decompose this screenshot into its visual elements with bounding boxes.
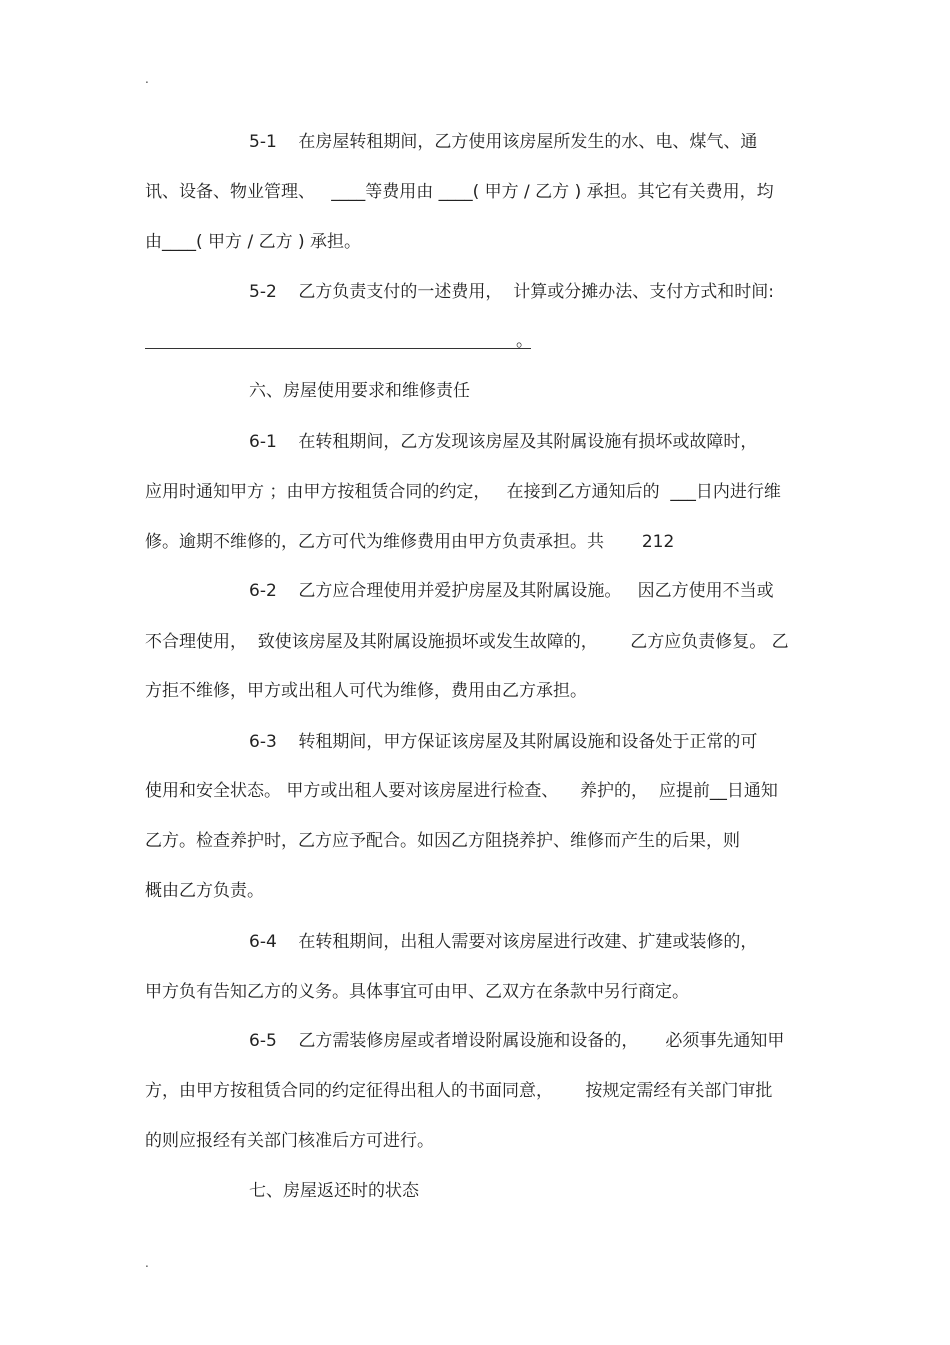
clause-5-1-line-2: 讯、设备、物业管理、 ____等费用由 ____( 甲方 / 乙方 ) 承担。其它有关费用，均 [145,182,774,202]
clause-6-4-line-1: 6-4 在转租期间，出租人需要对该房屋进行改建、扩建或装修的， [249,932,758,952]
clause-6-5-line-3: 的则应报经有关部门核准后方可进行。 [145,1131,434,1151]
blank-line-end-mark: 。 [516,331,533,351]
top-dot: . [145,72,149,86]
clause-5-1-line-3: 由____( 甲方 / 乙方 ) 承担。 [145,232,362,252]
clause-6-3-line-4: 概由乙方负责。 [145,881,264,901]
clause-6-1-line-1: 6-1 在转租期间，乙方发现该房屋及其附属设施有损坏或故障时， [249,432,758,452]
clause-5-2-line-1: 5-2 乙方负责支付的一述费用， 计算或分摊办法、支付方式和时间: [249,282,774,302]
section-7-heading: 七、房屋返还时的状态 [249,1181,419,1201]
clause-6-3-line-2: 使用和安全状态。 甲方或出租人要对该房屋进行检查、 养护的， 应提前__日通知 [145,781,778,801]
clause-6-3-line-3: 乙方。检查养护时，乙方应予配合。如因乙方阻挠养护、维修而产生的后果，则 [145,831,740,851]
clause-6-5-line-1: 6-5 乙方需装修房屋或者增设附属设施和设备的， 必须事先通知甲 [249,1031,785,1051]
clause-6-2-line-1: 6-2 乙方应合理使用并爱护房屋及其附属设施。 因乙方使用不当或 [249,581,774,601]
section-6-heading: 六、房屋使用要求和维修责任 [249,381,470,401]
clause-6-1-line-2: 应用时通知甲方 ；由甲方按租赁合同的约定， 在接到乙方通知后的 ___日内进行维 [145,482,781,502]
clause-6-2-line-2: 不合理使用， 致使该房屋及其附属设施损坏或发生故障的， 乙方应负责修复。 乙 [145,632,789,652]
clause-5-1-line-1: 5-1 在房屋转租期间，乙方使用该房屋所发生的水、电、煤气、通 [249,132,758,152]
fill-in-blank-line [145,348,531,349]
clause-6-5-line-2: 方，由甲方按租赁合同的约定征得出租人的书面同意， 按规定需经有关部门审批 [145,1081,773,1101]
clause-6-3-line-1: 6-3 转租期间，甲方保证该房屋及其附属设施和设备处于正常的可 [249,732,758,752]
clause-6-2-line-3: 方拒不维修，甲方或出租人可代为维修，费用由乙方承担。 [145,681,587,701]
bottom-dot: . [145,1256,149,1270]
clause-6-1-line-3: 修。逾期不维修的，乙方可代为维修费用由甲方负责承担。共 212 [145,532,675,552]
clause-6-4-line-2: 甲方负有告知乙方的义务。具体事宜可由甲、乙双方在条款中另行商定。 [145,982,689,1002]
